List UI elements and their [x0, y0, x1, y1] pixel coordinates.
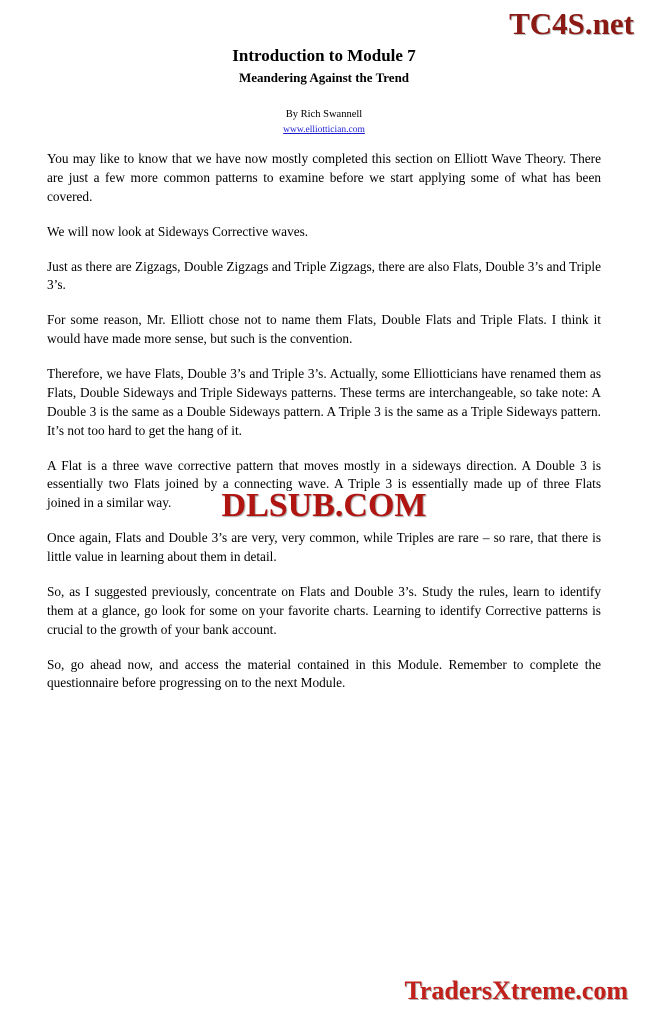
page-subtitle: Meandering Against the Trend: [238, 70, 410, 86]
document-body: [47, 150, 601, 693]
paragraph: Just as there are Zigzags, Double Zigzags and Triple Zigzags, there are also Flats, Double 3’s and Triple 3’s.: [47, 258, 601, 293]
paragraph: For some reason, Mr. Elliott chose not to name them Flats, Double Flats and Triple Flats. I think it would have made more sense, but such is the convention.: [47, 312, 601, 347]
tc4s-watermark: TC4S.net: [509, 6, 634, 41]
paragraph: You may like to know that we have now mostly completed this section on Elliott Wave Theory. There are just a few more common patterns to examine before we start applying some of what has been covered.: [47, 151, 601, 204]
byline-author: By Rich Swannell: [285, 108, 363, 120]
paragraph: So, go ahead now, and access the material contained in this Module. Remember to complete the questionnaire before progressing on to the next Module.: [47, 656, 601, 691]
tradersxtreme-watermark: TradersXtreme.com: [404, 976, 628, 1005]
paragraph: Therefore, we have Flats, Double 3’s and Triple 3’s. Actually, some Elliotticians have renamed them as Flats, Double Sideways and Triple Sideways patterns. These terms are interchangeable, so take note: A Double 3 is the same as a Double Sideways pattern. A Triple 3 is the same as a Triple Sideways pattern. It’s not too hard to get the hang of it.: [47, 366, 601, 438]
paragraph: Once again, Flats and Double 3’s are very, very common, while Triples are rare – so rare, that there is little value in learning about them in detail.: [47, 530, 601, 564]
page-title: Introduction to Module 7: [232, 46, 416, 65]
dlsub-watermark-text: DLSUB.COM: [221, 487, 427, 524]
byline: [0, 108, 648, 136]
author-website-link[interactable]: www.elliottician.com: [283, 124, 365, 135]
paragraph: So, as I suggested previously, concentrate on Flats and Double 3’s. Study the rules, learn to identify them at a glance, go look for some on your favorite charts. Learning to identify Corrective patterns is crucial to the growth of your bank account.: [47, 583, 601, 637]
paragraph: We will now look at Sideways Corrective waves.: [47, 223, 309, 239]
paragraph: A Flat is a three wave corrective pattern that moves mostly in a sideways direction. A Double 3 is essentially two Flats joined by a connecting wave. A Triple 3 is essentially made up of three Flats joined in a similar way.: [47, 457, 601, 511]
document-heading: [0, 46, 648, 136]
